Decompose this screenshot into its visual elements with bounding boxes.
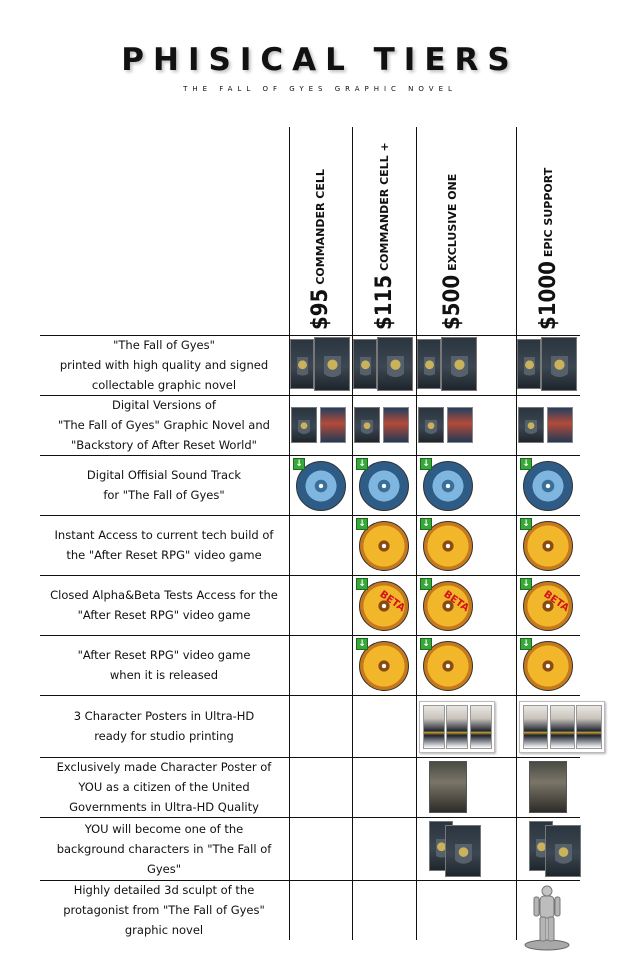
- tier-price: $1000: [535, 261, 561, 330]
- feature-line: graphic novel: [124, 923, 204, 937]
- reward-cell: [417, 757, 515, 817]
- feature-line: Highly detailed 3d sculpt of the: [73, 883, 255, 897]
- reward-cell: [353, 455, 415, 515]
- feature-description: [40, 395, 288, 455]
- reward-cell: [517, 817, 581, 880]
- personal-poster-icon: [529, 761, 567, 813]
- digital-novel-icon: [291, 407, 317, 443]
- tier-header: [306, 100, 334, 330]
- character-posters-icon: [519, 701, 605, 753]
- feature-line: ready for studio printing: [94, 729, 234, 743]
- tier-name: COMMANDER CELL: [313, 169, 327, 285]
- feature-description: [40, 695, 288, 757]
- feature-description: [40, 880, 288, 940]
- reward-cell: [290, 395, 352, 455]
- digital-novel-icon: [418, 407, 444, 443]
- reward-cell: [517, 335, 581, 395]
- reward-cell: [517, 757, 581, 817]
- feature-description: [40, 515, 288, 575]
- tier-price: $115: [371, 274, 397, 330]
- tier-name: EPIC SUPPORT: [541, 167, 555, 258]
- feature-line: "The Fall of Gyes" Graphic Novel and: [58, 418, 270, 432]
- tier-header: [370, 100, 398, 330]
- reward-cell: [517, 695, 581, 757]
- page-title: PHISICAL TIERS: [121, 42, 519, 78]
- tier-header: [534, 100, 562, 330]
- reward-cell: [353, 395, 415, 455]
- reward-cell: [417, 515, 515, 575]
- reward-cell: [290, 335, 352, 395]
- reward-cell: [417, 455, 515, 515]
- feature-line: for "The Fall of Gyes": [103, 488, 225, 502]
- feature-line: background characters in "The Fall of: [56, 841, 272, 856]
- tier-name: EXCLUSIVE ONE: [445, 173, 459, 271]
- novel-book-back: [353, 339, 377, 389]
- feature-line: Governments in Ultra-HD Quality: [69, 800, 259, 814]
- background-character-book-front: [445, 825, 481, 877]
- feature-description: [40, 635, 288, 695]
- novel-book-back: [417, 339, 441, 389]
- reward-cell: [517, 880, 581, 940]
- poster-icon: [523, 705, 548, 749]
- feature-line: printed with high quality and signed: [59, 358, 269, 372]
- novel-book-back: [517, 339, 541, 389]
- reward-cell: [353, 575, 415, 635]
- poster-icon: [423, 705, 445, 749]
- digital-novel-icon: [354, 407, 380, 443]
- feature-line: collectable graphic novel: [91, 378, 237, 392]
- feature-line: Exclusively made Character Poster of: [56, 760, 272, 774]
- poster-icon: [550, 705, 575, 749]
- reward-cell: [417, 575, 515, 635]
- feature-line: Closed Alpha&Beta Tests Access for the: [50, 588, 278, 602]
- novel-book-front: [377, 337, 413, 391]
- download-icon: ↓: [420, 578, 432, 590]
- reward-cell: [353, 635, 415, 695]
- reward-cell: [417, 817, 515, 880]
- download-icon: ↓: [293, 458, 305, 470]
- sculpt-figure-icon: [519, 882, 575, 952]
- feature-line: Gyes": [146, 861, 182, 876]
- reward-cell: [517, 455, 581, 515]
- reward-cell: [517, 515, 581, 575]
- download-icon: ↓: [356, 638, 368, 650]
- poster-icon: [446, 705, 468, 749]
- tier-name: COMMANDER CELL +: [377, 142, 391, 271]
- feature-line: "Backstory of After Reset World": [71, 438, 257, 452]
- digital-backstory-icon: [320, 407, 346, 443]
- feature-line: Instant Access to current tech build of: [54, 528, 274, 542]
- feature-line: protagonist from "The Fall of Gyes": [63, 903, 265, 917]
- novel-book-front: [441, 337, 477, 391]
- feature-line: "After Reset RPG" video game: [77, 648, 251, 662]
- feature-line: "After Reset RPG" video game: [77, 608, 251, 622]
- background-character-book-front: [545, 825, 581, 877]
- download-icon: ↓: [520, 638, 532, 650]
- download-icon: ↓: [356, 578, 368, 590]
- reward-cell: [517, 635, 581, 695]
- digital-novel-icon: [518, 407, 544, 443]
- feature-line: "The Fall of Gyes": [113, 338, 215, 352]
- tier-price: $95: [307, 288, 333, 330]
- reward-cell: [417, 695, 515, 757]
- download-icon: ↓: [420, 458, 432, 470]
- feature-description: [40, 575, 288, 635]
- feature-line: when it is released: [109, 668, 219, 682]
- feature-description: [40, 335, 288, 395]
- character-posters-icon: [419, 701, 495, 753]
- column-divider: [289, 127, 290, 940]
- reward-cell: [353, 515, 415, 575]
- page-subtitle: THE FALL OF GYES GRAPHIC NOVEL: [183, 85, 457, 93]
- download-icon: ↓: [420, 518, 432, 530]
- download-icon: ↓: [356, 458, 368, 470]
- reward-cell: [353, 335, 415, 395]
- novel-book-back: [290, 339, 314, 389]
- feature-line: Digital Offisial Sound Track: [86, 468, 242, 482]
- novel-book-front: [314, 337, 350, 391]
- reward-cell: [290, 455, 352, 515]
- feature-line: YOU as a citizen of the United: [78, 780, 250, 794]
- digital-backstory-icon: [383, 407, 409, 443]
- reward-cell: [417, 335, 515, 395]
- reward-cell: [417, 395, 515, 455]
- novel-book-front: [541, 337, 577, 391]
- feature-line: the "After Reset RPG" video game: [66, 548, 262, 562]
- download-icon: ↓: [420, 638, 432, 650]
- poster-icon: [576, 705, 601, 749]
- download-icon: ↓: [520, 458, 532, 470]
- tier-price: $500: [439, 274, 465, 330]
- feature-description: [40, 817, 288, 880]
- feature-line: 3 Character Posters in Ultra-HD: [73, 709, 255, 723]
- feature-line: Digital Versions of: [112, 398, 216, 412]
- feature-description: [40, 455, 288, 515]
- digital-backstory-icon: [547, 407, 573, 443]
- download-icon: ↓: [356, 518, 368, 530]
- personal-poster-icon: [429, 761, 467, 813]
- download-icon: ↓: [520, 518, 532, 530]
- reward-cell: [417, 635, 515, 695]
- feature-line: YOU will become one of the: [84, 821, 244, 836]
- feature-description: [40, 757, 288, 817]
- reward-cell: [517, 395, 581, 455]
- poster-icon: [470, 705, 492, 749]
- download-icon: ↓: [520, 578, 532, 590]
- digital-backstory-icon: [447, 407, 473, 443]
- reward-cell: [517, 575, 581, 635]
- tier-header: [438, 100, 466, 330]
